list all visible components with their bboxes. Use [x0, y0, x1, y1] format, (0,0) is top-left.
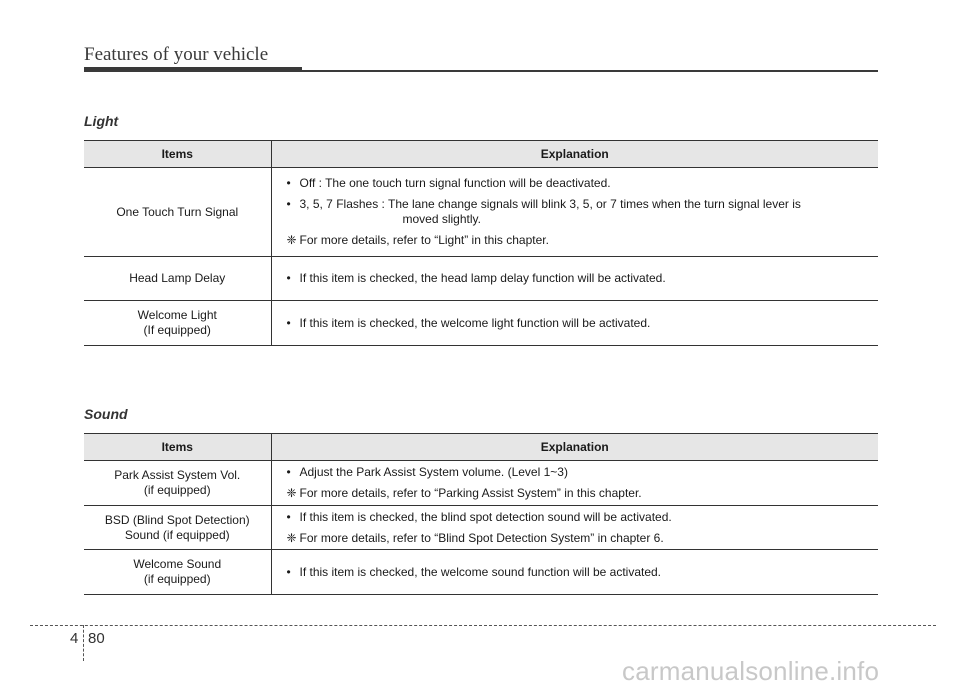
item-qualifier: (if equipped) [143, 572, 211, 586]
item-qualifier: Sound (if equipped) [124, 527, 230, 542]
item-qualifier: (If equipped) [143, 323, 211, 337]
note-line [287, 486, 873, 501]
footer-dashed-rule [30, 625, 936, 626]
explanation-cell [271, 461, 878, 506]
table-header-row [84, 434, 878, 461]
item-name: Park Assist System Vol. [114, 468, 241, 482]
note-line [287, 531, 873, 546]
bullet-text: If this item is checked, the head lamp delay function will be activated. [299, 271, 666, 285]
bullet-line [287, 316, 873, 331]
table-row [84, 301, 878, 346]
footer-dashed-divider [83, 625, 84, 661]
chapter-number: 4 [70, 630, 79, 647]
bullet-text: 3, 5, 7 Flashes : The lane change signals will blink 3, 5, or 7 times when the turn signal lever is [299, 197, 801, 211]
bullet-text-continuation: moved slightly. [402, 212, 481, 226]
table-row [84, 506, 878, 550]
explanation-cell [271, 550, 878, 595]
explanation-cell [271, 301, 878, 346]
note-line [287, 233, 873, 248]
item-welcome-light [84, 301, 271, 346]
bullet-symbol: • [286, 509, 291, 524]
table-header-row [84, 141, 878, 168]
explanation-cell [271, 506, 878, 550]
page-header-title: Features of your vehicle [84, 44, 269, 65]
page-number: 80 [88, 630, 105, 647]
item-name: Welcome Light [137, 308, 217, 322]
column-header-explanation: Explanation [271, 141, 878, 168]
bullet-text: Off : The one touch turn signal function will be deactivated. [299, 176, 611, 190]
bullet-line [287, 465, 873, 480]
item-name: Welcome Sound [133, 557, 222, 571]
bullet-symbol: • [286, 271, 291, 285]
bullet-line [287, 565, 873, 580]
item-welcome-sound [84, 550, 271, 595]
explanation-cell [271, 257, 878, 301]
note-symbol: ❈ [286, 530, 297, 545]
item-one-touch-turn-signal: One Touch Turn Signal [84, 168, 271, 257]
sound-settings-table [84, 433, 878, 595]
header-rule-thick [84, 67, 302, 72]
column-header-explanation: Explanation [271, 434, 878, 461]
item-name: BSD (Blind Spot Detection) [104, 512, 250, 527]
bullet-line [287, 176, 873, 191]
note-text: For more details, refer to “Parking Assist System” in this chapter. [299, 486, 642, 500]
note-text: For more details, refer to “Light” in this chapter. [299, 233, 549, 247]
table-row [84, 168, 878, 257]
bullet-symbol: • [286, 197, 291, 211]
explanation-cell [271, 168, 878, 257]
item-qualifier: (if equipped) [143, 483, 211, 497]
column-header-items: Items [84, 434, 271, 461]
light-settings-table [84, 140, 878, 346]
section-title-sound: Sound [84, 406, 128, 422]
bullet-symbol: • [286, 315, 291, 330]
bullet-symbol: • [286, 176, 291, 190]
table-row [84, 257, 878, 301]
bullet-line [287, 197, 873, 227]
table-row [84, 550, 878, 595]
section-title-light: Light [84, 113, 119, 129]
bullet-symbol: • [286, 564, 291, 579]
table-row [84, 461, 878, 506]
bullet-text: Adjust the Park Assist System volume. (Level 1~3) [299, 465, 568, 479]
note-text: For more details, refer to “Blind Spot Detection System” in chapter 6. [299, 530, 664, 545]
note-symbol: ❈ [286, 486, 297, 500]
item-park-assist-volume [84, 461, 271, 506]
item-head-lamp-delay: Head Lamp Delay [84, 257, 271, 301]
bullet-line [287, 271, 873, 286]
bullet-symbol: • [286, 465, 291, 479]
bullet-text: If this item is checked, the welcome light function will be activated. [299, 315, 651, 330]
note-symbol: ❈ [286, 233, 297, 247]
header-rule-thin [300, 70, 878, 72]
watermark-text: carmanualsonline.info [622, 656, 880, 686]
column-header-items: Items [84, 141, 271, 168]
item-bsd-sound [84, 506, 271, 550]
bullet-text: If this item is checked, the blind spot detection sound will be activated. [299, 509, 672, 524]
bullet-line [287, 510, 873, 525]
bullet-text: If this item is checked, the welcome sound function will be activated. [299, 564, 662, 579]
